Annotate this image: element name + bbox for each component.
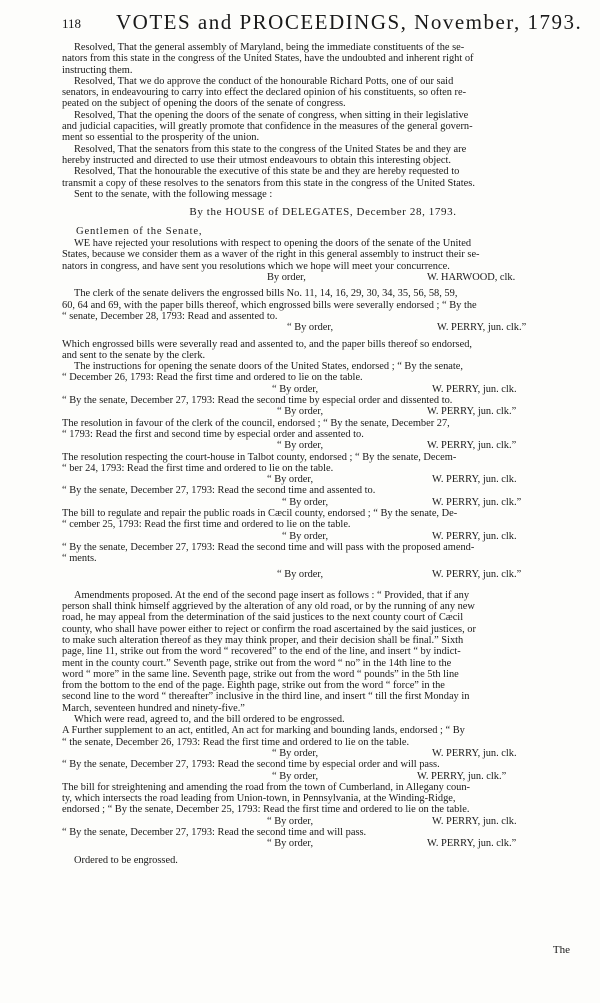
by-order: “ By order,	[267, 474, 314, 486]
text-line: nators from this state in the congress of the United States, have the undoubted and inherent right of	[62, 53, 474, 65]
catchword: The	[552, 944, 570, 956]
signature-line	[62, 406, 584, 417]
clerk-signature: W. PERRY, jun. clk.”	[427, 440, 517, 452]
signature-line	[62, 816, 584, 827]
text-line: Amendments proposed. At the end of the second page insert as follows : “ Provided, that if any	[74, 589, 470, 601]
text-line: from the bottom to the end of the page. Eighth page, strike out from the word “ force” in the	[62, 680, 445, 692]
text-line: The resolution in favour of the clerk of the council, endorsed ; “ By the senate, December 27,	[62, 417, 450, 429]
text-line: “ December 26, 1793: Read the first time and ordered to lie on the table.	[62, 372, 363, 384]
text-line: “ ments.	[62, 553, 97, 565]
page-number: 118	[62, 16, 82, 31]
text-line: Resolved, That the honourable the executive of this state be and they are hereby requested to	[74, 166, 460, 178]
running-title: VOTES and PROCEEDINGS, November, 1793.	[116, 10, 583, 34]
signature-line	[62, 569, 584, 580]
text-line: The clerk of the senate delivers the engrossed bills No. 11, 14, 16, 29, 30, 34, 35, 56, 58, 59,	[74, 288, 458, 300]
text-line: “ By the senate, December 27, 1793: Read the second time by especial order and dissented to.	[62, 395, 453, 407]
text-line: page, line 11, strike out from the word “ recovered” to the end of the line, and insert “ by indict-	[62, 646, 461, 658]
text-line: ment in the county court.” Seventh page, strike out from the word “ no” in the 14th line to the	[62, 657, 452, 669]
signature-line	[62, 440, 584, 451]
text-line: Resolved, That the opening the doors of the senate of congress, when sitting in their legislative	[74, 109, 469, 121]
clerk-signature: W. PERRY, jun. clk.	[432, 747, 517, 759]
text-line: The bill for streightening and amending the road from the town of Cumberland, in Allegany coun-	[62, 781, 471, 793]
text-line: “ cember 25, 1793: Read the first time and ordered to lie on the table.	[62, 519, 351, 531]
text-line: A Further supplement to an act, entitled, An act for marking and bounding lands, endorsed ; “ By	[62, 725, 465, 737]
by-order: “ By order,	[272, 383, 319, 395]
section-heading: By the HOUSE of DELEGATES, December 28, 1793.	[189, 206, 457, 219]
text-line: instructing them.	[62, 64, 133, 76]
clerk-signature: W. PERRY, jun. clk.	[432, 383, 517, 395]
text-line: Which engrossed bills were severally read and assented to, and the paper bills thereof so endorsed,	[62, 338, 473, 350]
clerk-signature: W. PERRY, jun. clk.”	[417, 770, 507, 782]
text-line: “ senate, December 28, 1793: Read and assented to.	[62, 310, 278, 322]
text-line: The bill to regulate and repair the public roads in Cæcil county, endorsed ; “ By the senate, De-	[62, 507, 458, 519]
text-line: road, he may appeal from the determination of the said justices to the next county court of Cæcil	[62, 612, 464, 624]
text-line: “ By the senate, December 27, 1793: Read the second time and assented to.	[62, 485, 376, 497]
text-line: “ By the senate, December 27, 1793: Read the second time by especial order and will pass.	[62, 759, 440, 771]
text-line: Ordered to be engrossed.	[74, 854, 178, 866]
text-line: States, because we consider them as a waver of the right in this general assembly to instruct their se-	[62, 249, 480, 261]
signature-line	[62, 838, 584, 849]
text-line: 60, 64 and 69, with the paper bills thereof, which engrossed bills were severally endorsed ; “ By the	[62, 299, 477, 311]
signature-line	[62, 474, 584, 485]
signature-line	[62, 497, 584, 508]
by-order: “ By order,	[267, 838, 314, 850]
text-line: Sent to the senate, with the following message :	[74, 188, 273, 200]
by-order: “ By order,	[277, 406, 324, 418]
page-header	[62, 10, 582, 36]
signature-line	[62, 771, 584, 782]
text-line: endorsed ; “ By the senate, December 25, 1793: Read the first time and ordered to lie on the table.	[62, 804, 470, 816]
by-order: By order,	[267, 272, 306, 284]
signature-line	[62, 531, 584, 542]
by-order: “ By order,	[287, 322, 334, 334]
by-order: “ By order,	[277, 440, 324, 452]
salutation: Gentlemen of the Senate,	[76, 226, 203, 238]
signature-line	[62, 748, 584, 759]
clerk-signature: W. HARWOOD, clk.	[427, 272, 516, 284]
by-order: “ By order,	[267, 815, 314, 827]
text-line: ment so essential to the prosperity of the union.	[62, 132, 260, 144]
text-line: “ By the senate, December 27, 1793: Read the second time and will pass with the proposed amend-	[62, 541, 475, 553]
text-line: transmit a copy of these resolves to the senators from this state in the congress of the United States.	[62, 177, 475, 189]
clerk-signature: W. PERRY, jun. clk.”	[437, 322, 527, 334]
text-line: to make such alteration thereof as they may think proper, and their decision shall be final.” Sixth	[62, 634, 464, 646]
clerk-signature: W. PERRY, jun. clk.	[432, 474, 517, 486]
document-body	[62, 42, 584, 866]
clerk-signature: W. PERRY, jun. clk.”	[427, 838, 517, 850]
by-order: “ By order,	[282, 496, 329, 508]
signature-line	[62, 322, 584, 333]
text-line: Which were read, agreed to, and the bill ordered to be engrossed.	[74, 714, 345, 726]
text-line: person shall think himself aggrieved by the alteration of any old road, or by the running of any new	[62, 601, 475, 613]
text-line: and sent to the senate by the clerk.	[62, 349, 206, 361]
text-line: and judicial capacities, will greatly promote that confidence in the measures of the general govern-	[62, 121, 473, 133]
text-line: “ ber 24, 1793: Read the first time and ordered to lie on the table.	[62, 462, 334, 474]
clerk-signature: W. PERRY, jun. clk.”	[432, 496, 522, 508]
by-order: “ By order,	[277, 569, 324, 581]
text-line: nators in congress, and have sent you resolutions which we hope will meet your concurrence.	[62, 260, 450, 272]
text-line: The instructions for opening the senate doors of the United States, endorsed ; “ By the senate,	[74, 361, 463, 373]
text-line: “ the senate, December 26, 1793: Read the first time and ordered to lie on the table.	[62, 736, 410, 748]
by-order: “ By order,	[272, 770, 319, 782]
signature-line	[62, 272, 584, 283]
by-order: “ By order,	[272, 747, 319, 759]
text-line: hereby instructed and directed to use their utmost endeavours to obtain this interesting object.	[62, 154, 451, 166]
text-line: Resolved, That the general assembly of Maryland, being the immediate constituents of the se-	[74, 42, 465, 53]
text-line: Resolved, That the senators from this state to the congress of the United States be and they are	[74, 143, 467, 155]
text-line: word “ more” in the same line. Seventh page, strike out from the word “ pounds” in the 5th line	[62, 668, 459, 680]
clerk-signature: W. PERRY, jun. clk.	[432, 530, 517, 542]
signature-line	[62, 384, 584, 395]
clerk-signature: W. PERRY, jun. clk.	[432, 815, 517, 827]
clerk-signature: W. PERRY, jun. clk.”	[427, 406, 517, 418]
text-line: The resolution respecting the court-house in Talbot county, endorsed ; “ By the senate, Decem-	[62, 451, 457, 463]
text-line: senators, in endeavouring to carry into effect the declared opinion of his constituents, so often re-	[62, 87, 467, 99]
text-line: Resolved, That we do approve the conduct of the honourable Richard Potts, one of our said	[74, 75, 454, 87]
by-order: “ By order,	[282, 530, 329, 542]
clerk-signature: W. PERRY, jun. clk.”	[432, 569, 522, 581]
text-line: “ 1793: Read the first and second time by especial order and assented to.	[62, 428, 364, 440]
text-line: peated on the subject of opening the doors of the senate of congress.	[62, 98, 346, 110]
text-line: second line to the word “ thereafter” inclusive in the third line, and insert “ till the first Monday in	[62, 691, 470, 703]
text-line: March, seventeen hundred and ninety-five.”	[62, 702, 245, 714]
text-line: “ By the senate, December 27, 1793: Read the second time and will pass.	[62, 827, 367, 838]
text-line: ty, which intersects the road leading from Union-town, in Pennsylvania, at the Winding-Ridge,	[62, 793, 456, 805]
text-line: WE have rejected your resolutions with respect to opening the doors of the senate of the United	[74, 238, 472, 250]
text-line: county, who shall have power either to reject or confirm the road ascertained by the said justices, or	[62, 623, 476, 635]
